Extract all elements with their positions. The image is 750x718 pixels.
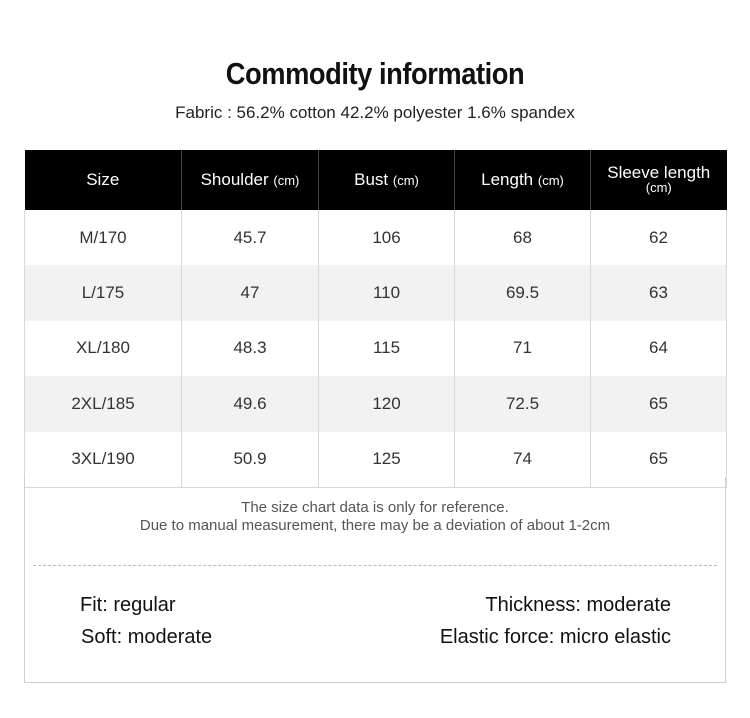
header-length [455,150,591,210]
cell-size: 3XL/190 [25,432,182,488]
table-row [25,265,727,320]
header-label: Bust [354,170,389,189]
cell-bust: 110 [319,265,455,320]
header-bust [319,150,455,210]
thickness-attribute: Thickness: moderate [485,594,671,616]
elastic-attribute: Elastic force: micro elastic [439,626,671,648]
soft-attribute: Soft: moderate [81,626,213,648]
header-unit: (cm) [537,173,564,188]
cell-shoulder: 50.9 [182,432,319,488]
cell-length: 72.5 [455,376,591,431]
cell-shoulder: 49.6 [182,376,319,431]
header-unit: (cm) [645,180,672,195]
cell-length: 71 [455,321,591,376]
table-row [25,210,727,265]
cell-length: 74 [455,432,591,488]
header-label: Length [481,170,534,189]
table-header-row [25,150,727,210]
cell-shoulder: 47 [182,265,319,320]
header-label: Shoulder [200,170,269,189]
product-info-box [24,477,726,683]
header-label: Sleeve length [607,163,711,182]
cell-length: 69.5 [455,265,591,320]
cell-sleeve-length: 65 [591,432,727,488]
note-line-1: The size chart data is only for reference. [241,499,509,516]
cell-bust: 125 [319,432,455,488]
cell-sleeve-length: 62 [591,210,727,265]
cell-size: 2XL/185 [25,376,182,431]
cell-shoulder: 45.7 [182,210,319,265]
cell-bust: 115 [319,321,455,376]
cell-bust: 106 [319,210,455,265]
cell-size: L/175 [25,265,182,320]
header-sleeve-length [591,150,727,210]
size-chart-note [25,499,725,535]
note-line-2: Due to manual measurement, there may be a deviation of about 1-2cm [139,517,611,534]
fabric-composition: Fabric : 56.2% cotton 42.2% polyester 1.6% spandex [175,103,575,122]
header-label: Size [86,170,120,189]
cell-size: M/170 [25,210,182,265]
table-row [25,321,727,376]
size-chart-table [24,150,727,488]
header-shoulder [182,150,319,210]
cell-sleeve-length: 64 [591,321,727,376]
cell-size: XL/180 [25,321,182,376]
cell-shoulder: 48.3 [182,321,319,376]
header-size [25,150,182,210]
table-row [25,376,727,431]
cell-sleeve-length: 65 [591,376,727,431]
dashed-divider [33,565,717,566]
header-unit: (cm) [392,173,419,188]
cell-sleeve-length: 63 [591,265,727,320]
fit-attribute: Fit: regular [80,594,176,616]
cell-bust: 120 [319,376,455,431]
header-unit: (cm) [273,173,300,188]
cell-length: 68 [455,210,591,265]
page-title: Commodity information [225,56,525,91]
